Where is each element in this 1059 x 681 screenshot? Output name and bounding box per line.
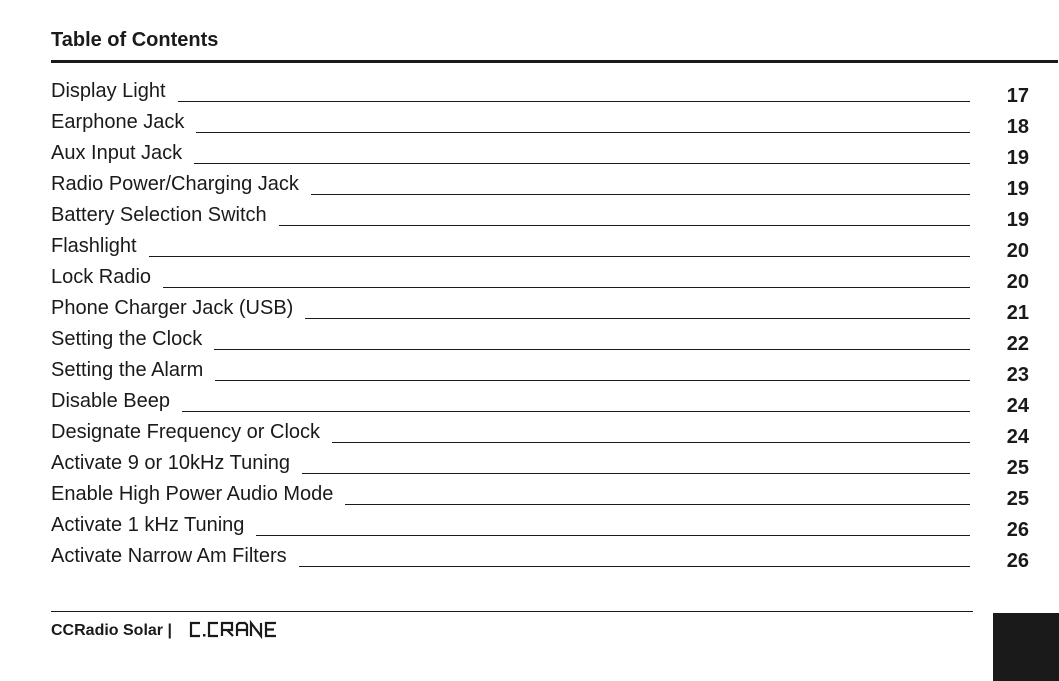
- toc-leader-line: [149, 233, 970, 257]
- toc-page-number: 19: [1006, 209, 1029, 231]
- toc-entry-title: Setting the Clock: [51, 328, 203, 350]
- toc-entry-title: Display Light: [51, 80, 166, 102]
- toc-leader-line: [214, 326, 970, 350]
- toc-page-number: 23: [1006, 364, 1029, 386]
- toc-leader-line: [182, 388, 970, 412]
- toc-page-number: 18: [1006, 116, 1029, 138]
- toc-entry-title: Flashlight: [51, 235, 137, 257]
- toc-entry[interactable]: [51, 202, 1029, 233]
- toc-entry[interactable]: [51, 171, 1029, 202]
- toc-entry[interactable]: [51, 481, 1029, 512]
- toc-page-number: 21: [1006, 302, 1029, 324]
- toc-entry-title: Aux Input Jack: [51, 142, 183, 164]
- toc-entry-title: Lock Radio: [51, 266, 152, 288]
- toc-entry[interactable]: [51, 233, 1029, 264]
- toc-page-number: 17: [1006, 85, 1029, 107]
- footer-divider: [51, 611, 973, 612]
- toc-page-number: 26: [1006, 550, 1029, 572]
- section-tab-marker: [993, 613, 1059, 681]
- toc-entry[interactable]: [51, 388, 1029, 419]
- toc-page-number: 19: [1006, 178, 1029, 200]
- toc-entry-title: Activate 1 kHz Tuning: [51, 514, 245, 536]
- toc-entry-title: Earphone Jack: [51, 111, 185, 133]
- toc-entry-title: Designate Frequency or Clock: [51, 421, 321, 443]
- toc-leader-line: [345, 481, 970, 505]
- toc-page-number: 19: [1006, 147, 1029, 169]
- toc-entry-title: Phone Charger Jack (USB): [51, 297, 294, 319]
- toc-entry[interactable]: [51, 512, 1029, 543]
- toc-entry[interactable]: [51, 140, 1029, 171]
- toc-leader-line: [299, 543, 970, 567]
- toc-page-number: 22: [1006, 333, 1029, 355]
- toc-page-number: 20: [1006, 271, 1029, 293]
- toc-page-number: 20: [1006, 240, 1029, 262]
- toc-leader-line: [311, 171, 970, 195]
- toc-entry-title: Radio Power/Charging Jack: [51, 173, 299, 195]
- title-divider: [51, 60, 1058, 63]
- toc-entry[interactable]: [51, 326, 1029, 357]
- toc-entry-title: Enable High Power Audio Mode: [51, 483, 334, 505]
- table-of-contents: [51, 78, 1029, 574]
- toc-leader-line: [279, 202, 970, 226]
- toc-leader-line: [196, 109, 970, 133]
- toc-entry-title: Disable Beep: [51, 390, 170, 412]
- toc-entry[interactable]: [51, 295, 1029, 326]
- toc-entry-title: Battery Selection Switch: [51, 204, 267, 226]
- toc-leader-line: [215, 357, 970, 381]
- toc-entry-title: Activate Narrow Am Filters: [51, 545, 287, 567]
- toc-entry[interactable]: [51, 78, 1029, 109]
- toc-entry[interactable]: [51, 109, 1029, 140]
- toc-leader-line: [302, 450, 970, 474]
- toc-page-number: 25: [1006, 488, 1029, 510]
- toc-page-number: 24: [1006, 426, 1029, 448]
- toc-entry[interactable]: [51, 264, 1029, 295]
- toc-page-number: 24: [1006, 395, 1029, 417]
- toc-entry-title: Setting the Alarm: [51, 359, 204, 381]
- toc-leader-line: [332, 419, 970, 443]
- toc-leader-line: [163, 264, 970, 288]
- toc-entry[interactable]: [51, 543, 1029, 574]
- page-title: Table of Contents: [51, 29, 219, 51]
- toc-entry-title: Activate 9 or 10kHz Tuning: [51, 452, 291, 474]
- toc-leader-line: [178, 78, 970, 102]
- toc-leader-line: [194, 140, 970, 164]
- toc-entry[interactable]: [51, 419, 1029, 450]
- c-crane-logo: [188, 620, 312, 640]
- toc-leader-line: [305, 295, 970, 319]
- toc-entry[interactable]: [51, 357, 1029, 388]
- toc-page-number: 26: [1006, 519, 1029, 541]
- toc-entry[interactable]: [51, 450, 1029, 481]
- toc-leader-line: [256, 512, 970, 536]
- footer-product-name: CCRadio Solar |: [51, 622, 172, 639]
- toc-page-number: 25: [1006, 457, 1029, 479]
